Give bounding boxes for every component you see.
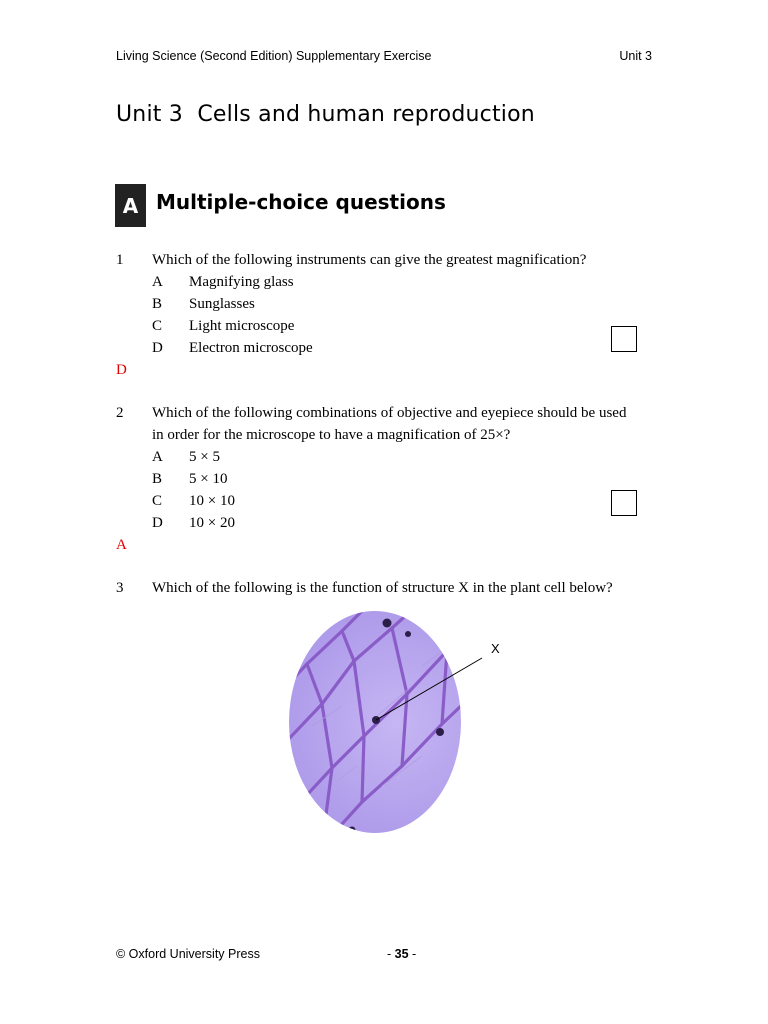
option-text: Magnifying glass xyxy=(189,274,294,290)
question-number: 2 xyxy=(116,405,124,421)
section-title: Multiple-choice questions xyxy=(156,190,446,214)
section-badge: A xyxy=(115,184,146,227)
answer-box[interactable] xyxy=(611,490,637,516)
unit-title: Unit 3 Cells and human reproduction xyxy=(116,102,535,127)
option-text: 10 × 20 xyxy=(189,515,235,531)
option-letter: C xyxy=(152,318,163,334)
answer-box[interactable] xyxy=(611,326,637,352)
question-text: in order for the microscope to have a magnification of 25×? xyxy=(152,427,511,443)
plant-cell-figure xyxy=(282,606,512,842)
option-letter: D xyxy=(152,340,163,356)
question-text: Which of the following combinations of objective and eyepiece should be used xyxy=(152,405,627,421)
option-letter: D xyxy=(152,515,163,531)
question-text: Which of the following is the function of structure X in the plant cell below? xyxy=(152,580,613,596)
header-title: Living Science (Second Edition) Supplementary Exercise xyxy=(116,49,432,63)
figure-label-x: X xyxy=(491,641,500,656)
page-number-suffix: - xyxy=(408,947,417,961)
answer-key: A xyxy=(116,537,127,553)
option-text: 10 × 10 xyxy=(189,493,235,509)
option-letter: C xyxy=(152,493,163,509)
footer-copyright: © Oxford University Press xyxy=(116,947,260,961)
question-number: 1 xyxy=(116,252,124,268)
option-text: 5 × 10 xyxy=(189,471,228,487)
option-letter: B xyxy=(152,296,163,312)
answer-key: D xyxy=(116,362,127,378)
option-text: 5 × 5 xyxy=(189,449,220,465)
option-letter: A xyxy=(152,274,163,290)
option-letter: A xyxy=(152,449,163,465)
cell-micrograph xyxy=(282,606,512,842)
option-text: Sunglasses xyxy=(189,296,255,312)
page-number xyxy=(387,947,416,961)
option-text: Light microscope xyxy=(189,318,295,334)
option-letter: B xyxy=(152,471,163,487)
page-number-value: 35 xyxy=(394,947,409,961)
question-number: 3 xyxy=(116,580,124,596)
question-text: Which of the following instruments can give the greatest magnification? xyxy=(152,252,587,268)
header-unit: Unit 3 xyxy=(619,49,652,63)
option-text: Electron microscope xyxy=(189,340,313,356)
page-number-prefix: - xyxy=(387,947,395,961)
